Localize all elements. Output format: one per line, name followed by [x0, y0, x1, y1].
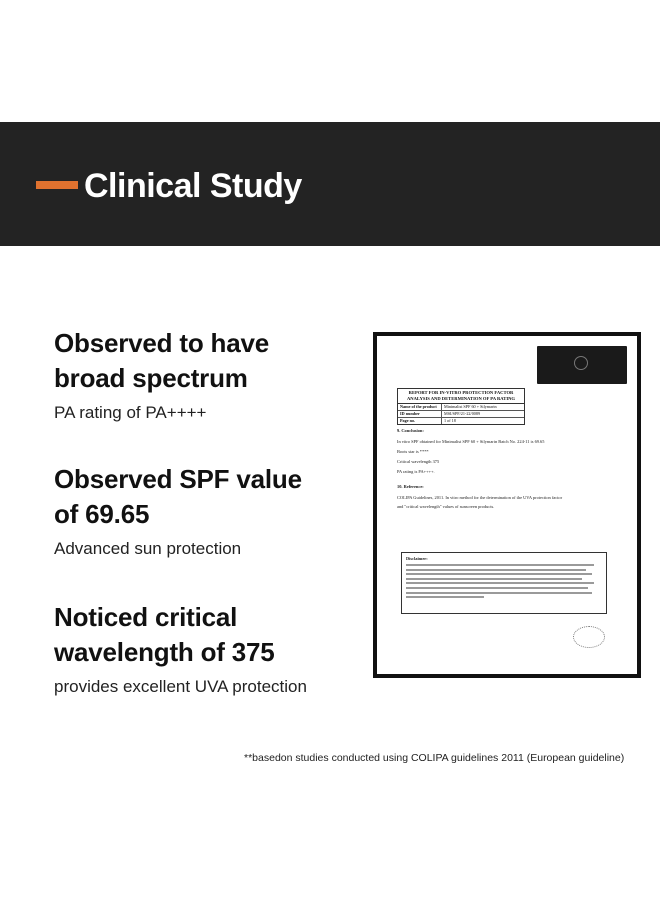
report-header-line2: ANALYSIS AND DETERMINATION OF PA RATING	[406, 396, 515, 401]
claim-heading-line2: broad spectrum	[54, 363, 248, 393]
row-value: Minimalist SPF 60 + Silymarin	[444, 404, 497, 409]
banner-title: Clinical Study	[84, 167, 302, 205]
disclaimer-text-line	[406, 573, 592, 575]
row-key: Name of the product	[398, 404, 442, 410]
claim-heading-line2: of 69.65	[54, 499, 150, 529]
table-row	[398, 411, 524, 418]
accent-bar	[36, 181, 78, 189]
row-value: 1 of 18	[444, 418, 456, 423]
table-row	[398, 418, 524, 424]
claim-subtext: Advanced sun protection	[54, 539, 242, 558]
conclusion-line: Boots star is ****	[397, 449, 429, 454]
footnote: **basedon studies conducted using COLIPA guidelines 2011 (European guideline)	[244, 752, 625, 764]
claim-subtext: PA rating of PA++++	[54, 403, 207, 422]
report-document-image	[373, 332, 641, 678]
reference-heading: 10. Reference:	[397, 484, 424, 489]
claim-critical-wavelength	[54, 600, 307, 698]
claim-heading-line1: Observed to have	[54, 328, 269, 358]
claim-heading-line1: Noticed critical	[54, 602, 238, 632]
report-table-header	[398, 389, 524, 404]
lab-stamp-icon	[573, 626, 605, 648]
claim-heading	[54, 326, 269, 396]
row-value: MSI/SPF/21-22/0089	[444, 411, 481, 416]
reference-line: and "critical wavelength" values of sunscreen products.	[397, 504, 495, 509]
reference-line: COLIPA Guidelines, 2011. In vitro method for the determination of the UVA protection factor	[397, 495, 563, 500]
disclaimer-text-line	[406, 582, 594, 584]
table-row	[398, 404, 524, 411]
header-banner	[0, 122, 660, 246]
lab-logo	[537, 346, 627, 384]
conclusion-heading: 9. Conclusion:	[397, 428, 424, 433]
conclusion-line: Critical wavelength 375	[397, 459, 440, 464]
claim-heading	[54, 462, 302, 532]
disclaimer-text-line	[406, 578, 582, 580]
row-key: ID number	[398, 411, 442, 417]
row-key: Page no.	[398, 418, 442, 424]
conclusion-line: PA rating is PA++++.	[397, 469, 435, 474]
disclaimer-text-line	[406, 592, 592, 594]
claim-spf-value	[54, 462, 302, 560]
report-page	[377, 336, 637, 674]
disclaimer-text-line	[406, 564, 594, 566]
disclaimer-text-line	[406, 587, 588, 589]
disclaimer-heading: Disclaimer:	[406, 556, 428, 561]
claim-heading	[54, 600, 307, 670]
disclaimer-text-line	[406, 569, 586, 571]
disclaimer-box	[401, 552, 607, 614]
claim-broad-spectrum	[54, 326, 269, 424]
conclusion-line: In vitro SPF obtained for Minimalist SPF 60 + Silymarin Batch No. 224-11 is 69.65	[397, 439, 545, 444]
logo-emblem-icon	[574, 356, 588, 370]
claim-heading-line2: wavelength of 375	[54, 637, 275, 667]
claim-heading-line1: Observed SPF value	[54, 464, 302, 494]
claim-subtext: provides excellent UVA protection	[54, 677, 307, 696]
report-header-line1: REPORT FOR IN-VITRO PROTECTION FACTOR	[408, 390, 514, 395]
disclaimer-text-line	[406, 596, 484, 598]
report-info-table	[397, 388, 525, 425]
